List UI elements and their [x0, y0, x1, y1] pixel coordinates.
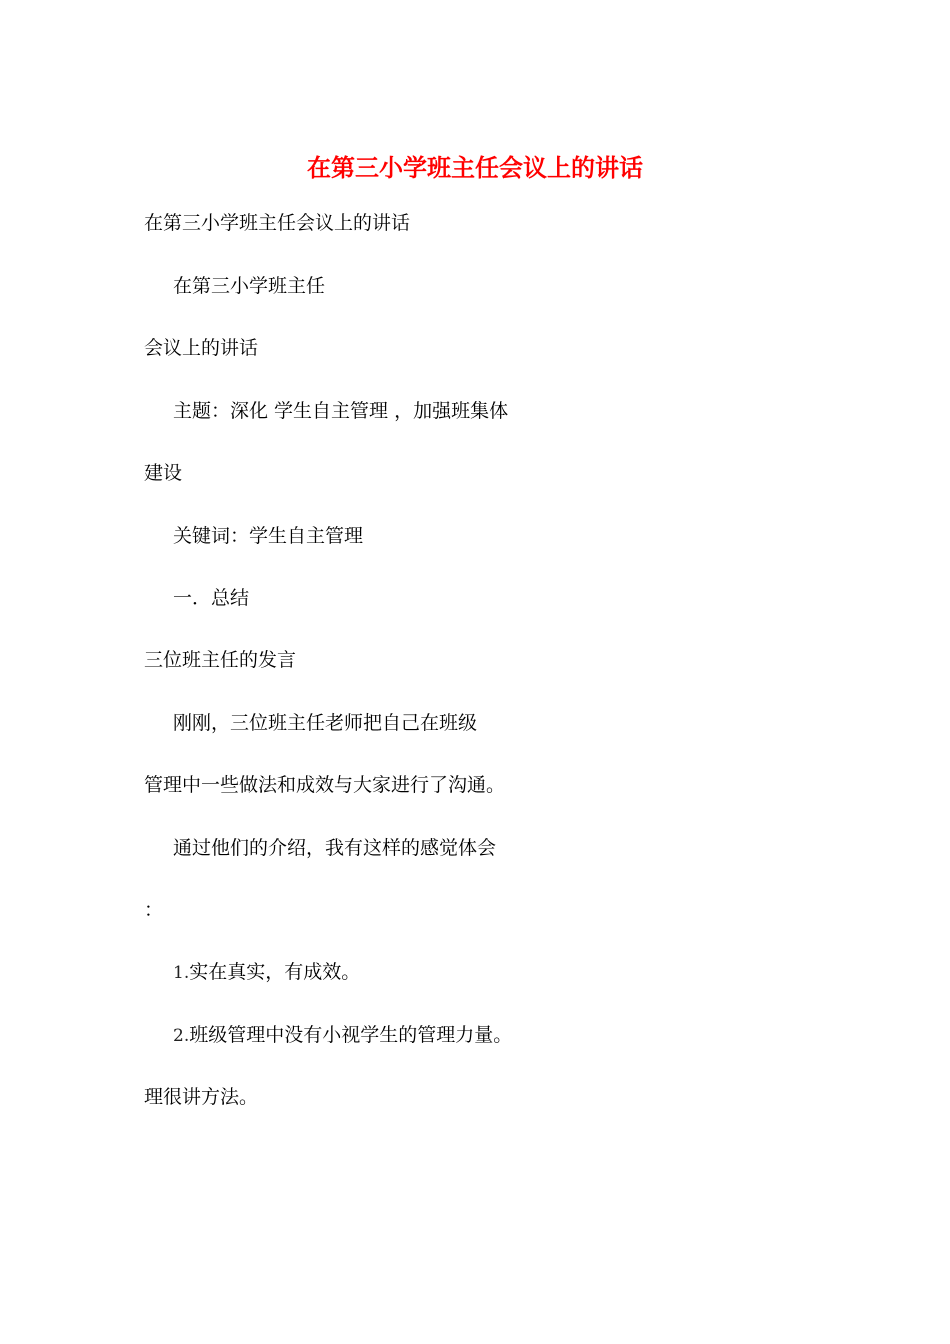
paragraph: 关键词：学生自主管理: [173, 525, 364, 547]
section-heading: 一．总结: [173, 587, 250, 609]
numbered-item: [173, 1021, 512, 1050]
item-text: 实在真实，有成效。: [189, 961, 361, 983]
paragraph: 刚刚，三位班主任老师把自己在班级: [173, 712, 478, 734]
document-title: 在第三小学班主任会议上的讲话: [307, 153, 643, 182]
paragraph: 建设: [144, 462, 183, 484]
numbered-item: [173, 958, 360, 987]
paragraph: 在第三小学班主任会议上的讲话: [144, 212, 411, 234]
paragraph: 理很讲方法。: [144, 1086, 259, 1108]
paragraph: 在第三小学班主任: [173, 275, 326, 297]
item-text: 班级管理中没有小视学生的管理力量。: [189, 1024, 513, 1046]
item-number: 2.: [173, 1026, 190, 1046]
paragraph: 通过他们的介绍，我有这样的感觉体会: [173, 837, 497, 859]
paragraph: 管理中一些做法和成效与大家进行了沟通。: [144, 774, 506, 796]
item-number: 1.: [173, 963, 190, 983]
paragraph: 主题：深化 学生自主管理 ，加强班集体: [173, 400, 509, 422]
paragraph: ：: [144, 899, 164, 921]
paragraph: 会议上的讲话: [144, 337, 259, 359]
paragraph: 三位班主任的发言: [144, 649, 297, 671]
